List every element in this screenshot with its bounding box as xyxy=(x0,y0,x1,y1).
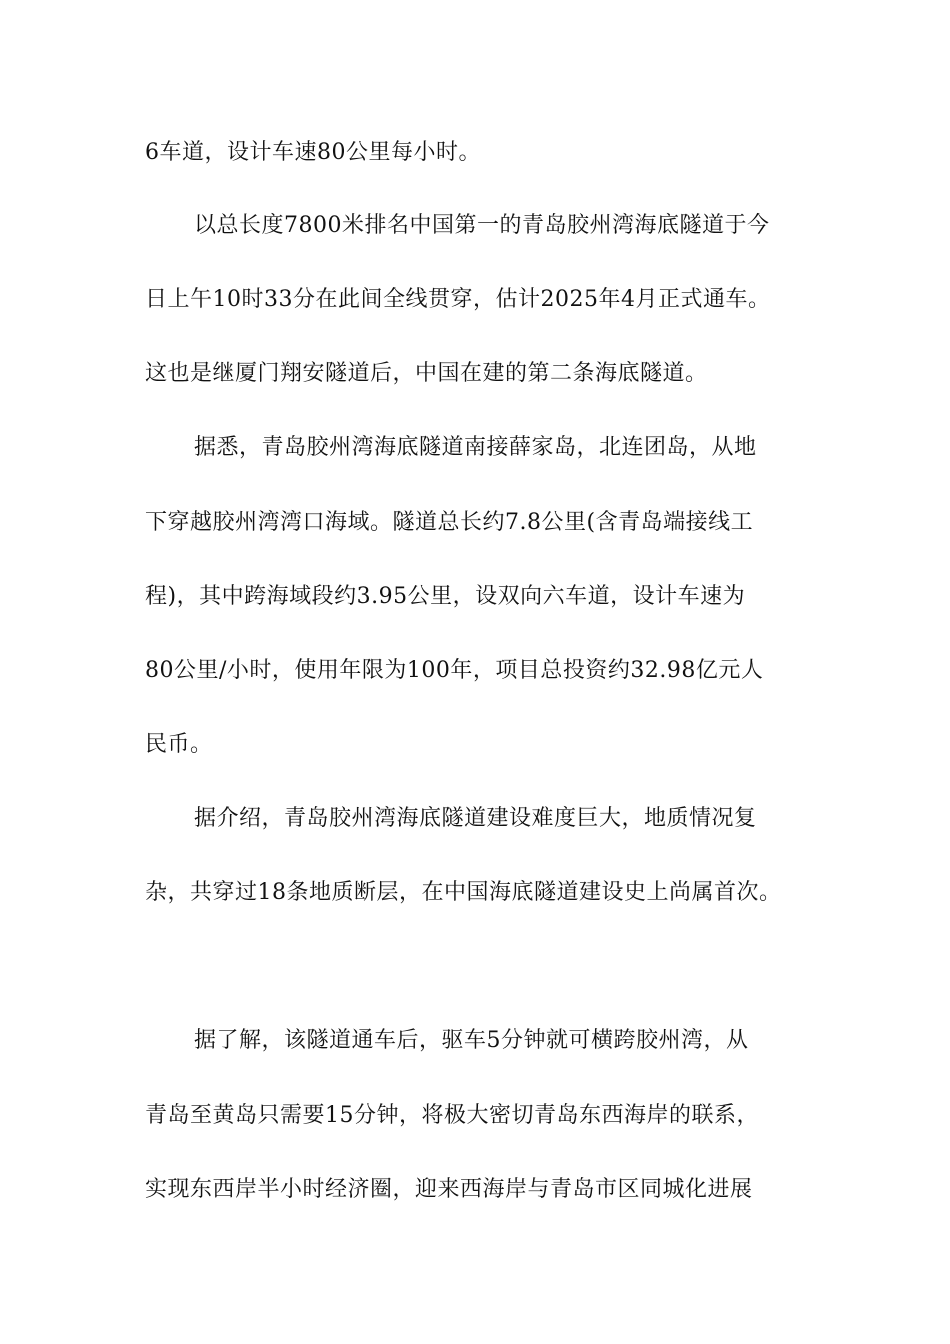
paragraph-line: 青岛至黄岛只需要15分钟，将极大密切青岛东西海岸的联系， xyxy=(145,1103,759,1128)
paragraph-line: 下穿越胶州湾湾口海域。隧道总长约7.8公里(含青岛端接线工 xyxy=(145,510,754,535)
paragraph-line: 杂，共穿过18条地质断层，在中国海底隧道建设史上尚属首次。 xyxy=(145,880,782,905)
paragraph-line: 以总长度7800米排名中国第一的青岛胶州湾海底隧道于今 xyxy=(194,213,770,238)
paragraph-line: 民币。 xyxy=(145,732,213,757)
paragraph-line: 日上午10时33分在此间全线贯穿，估计2025年4月正式通车。 xyxy=(145,287,771,312)
paragraph-line: 6车道，设计车速80公里每小时。 xyxy=(145,140,481,165)
paragraph-line: 80公里/小时，使用年限为100年，项目总投资约32.98亿元人 xyxy=(145,658,764,683)
paragraph-line: 实现东西岸半小时经济圈，迎来西海岸与青岛市区同城化进展 xyxy=(145,1177,753,1202)
paragraph-line: 据悉，青岛胶州湾海底隧道南接薛家岛，北连团岛，从地 xyxy=(194,435,757,460)
paragraph-line: 程)，其中跨海域段约3.95公里，设双向六车道，设计车速为 xyxy=(145,584,746,609)
paragraph-line: 这也是继厦门翔安隧道后，中国在建的第二条海底隧道。 xyxy=(145,361,708,386)
paragraph-line: 据介绍，青岛胶州湾海底隧道建设难度巨大，地质情况复 xyxy=(194,806,757,831)
paragraph-line: 据了解，该隧道通车后，驱车5分钟就可横跨胶州湾，从 xyxy=(194,1028,749,1053)
